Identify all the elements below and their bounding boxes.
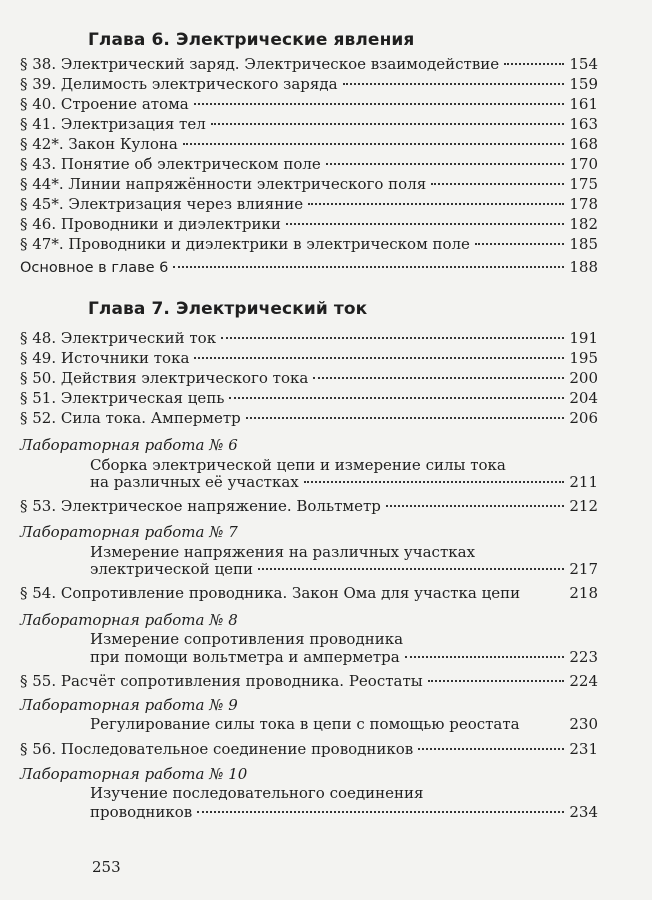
lab-10-line-1: Изучение последовательного соединения bbox=[90, 784, 424, 802]
leader-dots bbox=[229, 397, 564, 399]
leader-dots bbox=[304, 481, 565, 483]
entry-page: 218 bbox=[569, 584, 598, 602]
toc-entry-38[interactable] bbox=[20, 55, 598, 73]
entry-page: 211 bbox=[569, 473, 598, 491]
toc-entry-55[interactable] bbox=[20, 672, 598, 690]
entry-page: 154 bbox=[569, 55, 598, 73]
toc-entry-56[interactable] bbox=[20, 740, 598, 758]
toc-entry-lab-10[interactable] bbox=[90, 803, 598, 821]
toc-entry-50[interactable] bbox=[20, 369, 598, 387]
entry-label: § 39. Делимость электрического заряда bbox=[20, 75, 338, 93]
entry-page: 163 bbox=[569, 115, 598, 133]
entry-page: 217 bbox=[569, 560, 598, 578]
lab-6-title: Лабораторная работа № 6 bbox=[20, 436, 238, 454]
entry-page: 234 bbox=[569, 803, 598, 821]
entry-page: 200 bbox=[569, 369, 598, 387]
leader-dots bbox=[475, 243, 564, 245]
toc-entry-53[interactable] bbox=[20, 497, 598, 515]
leader-dots bbox=[258, 568, 564, 570]
toc-entry-lab-7[interactable] bbox=[90, 560, 598, 578]
entry-label: § 47*. Проводники и диэлектрики в электрическом поле bbox=[20, 235, 470, 253]
leader-dots bbox=[343, 83, 565, 85]
leader-dots bbox=[313, 377, 564, 379]
entry-label: проводников bbox=[90, 803, 193, 821]
chapter-6-title: Глава 6. Электрические явления bbox=[88, 30, 415, 50]
entry-page: 168 bbox=[569, 135, 598, 153]
entry-label: § 41. Электризация тел bbox=[20, 115, 206, 133]
entry-label: § 46. Проводники и диэлектрики bbox=[20, 215, 281, 233]
lab-7-title: Лабораторная работа № 7 bbox=[20, 523, 238, 541]
lab-8-line-1: Измерение сопротивления проводника bbox=[90, 630, 404, 648]
entry-label: § 44*. Линии напряжённости электрического поля bbox=[20, 175, 427, 193]
toc-entry-lab-9[interactable] bbox=[90, 715, 598, 733]
entry-label: Регулирование силы тока в цепи с помощью реостата bbox=[90, 715, 520, 733]
entry-page: 212 bbox=[569, 497, 598, 515]
leader-dots bbox=[431, 183, 564, 185]
entry-label: электрической цепи bbox=[90, 560, 253, 578]
toc-entry-52[interactable] bbox=[20, 409, 598, 427]
leader-dots bbox=[194, 103, 565, 105]
entry-label: § 55. Расчёт сопротивления проводника. Реостаты bbox=[20, 672, 423, 690]
entry-page: 175 bbox=[569, 175, 598, 193]
leader-dots bbox=[221, 337, 564, 339]
entry-label: при помощи вольтметра и амперметра bbox=[90, 648, 400, 666]
entry-label: § 43. Понятие об электрическом поле bbox=[20, 155, 321, 173]
toc-entry-48[interactable] bbox=[20, 329, 598, 347]
leader-dots bbox=[405, 656, 565, 658]
toc-entry-46[interactable] bbox=[20, 215, 598, 233]
toc-entry-44[interactable] bbox=[20, 175, 598, 193]
entry-label: § 54. Сопротивление проводника. Закон Ома для участка цепи bbox=[20, 584, 521, 602]
toc-entry-54[interactable] bbox=[20, 584, 598, 602]
entry-page: 231 bbox=[569, 740, 598, 758]
entry-label: § 38. Электрический заряд. Электрическое взаимодействие bbox=[20, 55, 500, 73]
entry-page: 182 bbox=[569, 215, 598, 233]
leader-dots bbox=[308, 203, 564, 205]
leader-dots bbox=[386, 505, 564, 507]
entry-label: § 40. Строение атома bbox=[20, 95, 189, 113]
entry-page: 188 bbox=[569, 258, 598, 276]
entry-page: 170 bbox=[569, 155, 598, 173]
entry-page: 195 bbox=[569, 349, 598, 367]
entry-page: 204 bbox=[569, 389, 598, 407]
chapter-7-title: Глава 7. Электрический ток bbox=[88, 299, 368, 319]
leader-dots bbox=[428, 680, 565, 682]
toc-entry-40[interactable] bbox=[20, 95, 598, 113]
entry-label: § 48. Электрический ток bbox=[20, 329, 217, 347]
leader-dots bbox=[246, 417, 565, 419]
entry-label: Основное в главе 6 bbox=[20, 260, 169, 276]
entry-label: § 51. Электрическая цепь bbox=[20, 389, 225, 407]
lab-9-title: Лабораторная работа № 9 bbox=[20, 696, 238, 714]
entry-label: на различных её участках bbox=[90, 473, 299, 491]
entry-label: § 56. Последовательное соединение проводников bbox=[20, 740, 414, 758]
entry-label: § 50. Действия электрического тока bbox=[20, 369, 309, 387]
leader-dots bbox=[326, 163, 565, 165]
entry-label: § 42*. Закон Кулона bbox=[20, 135, 178, 153]
entry-page: 159 bbox=[569, 75, 598, 93]
entry-label: § 45*. Электризация через влияние bbox=[20, 195, 304, 213]
leader-dots bbox=[173, 266, 564, 268]
toc-entry-42[interactable] bbox=[20, 135, 598, 153]
page-number: 253 bbox=[92, 858, 121, 876]
entry-page: 206 bbox=[569, 409, 598, 427]
leader-dots bbox=[194, 357, 564, 359]
leader-dots bbox=[197, 811, 564, 813]
toc-entry-47[interactable] bbox=[20, 235, 598, 253]
entry-page: 178 bbox=[569, 195, 598, 213]
leader-dots bbox=[183, 143, 565, 145]
leader-dots bbox=[286, 223, 564, 225]
entry-page: 223 bbox=[569, 648, 598, 666]
leader-dots bbox=[504, 63, 564, 65]
entry-page: 230 bbox=[569, 715, 598, 733]
entry-page: 161 bbox=[569, 95, 598, 113]
lab-10-title: Лабораторная работа № 10 bbox=[20, 765, 248, 783]
toc-entry-lab-6[interactable] bbox=[90, 473, 598, 491]
entry-label: § 49. Источники тока bbox=[20, 349, 190, 367]
toc-entry-39[interactable] bbox=[20, 75, 598, 93]
entry-page: 224 bbox=[569, 672, 598, 690]
toc-entry-lab-8[interactable] bbox=[90, 648, 598, 666]
entry-label: § 52. Сила тока. Амперметр bbox=[20, 409, 241, 427]
toc-entry-43[interactable] bbox=[20, 155, 598, 173]
leader-dots bbox=[418, 748, 564, 750]
entry-label: § 53. Электрическое напряжение. Вольтметр bbox=[20, 497, 381, 515]
toc-entry-49[interactable] bbox=[20, 349, 598, 367]
lab-8-title: Лабораторная работа № 8 bbox=[20, 611, 238, 629]
toc-entry-51[interactable] bbox=[20, 389, 598, 407]
toc-entry-45[interactable] bbox=[20, 195, 598, 213]
toc-entry-summary-6[interactable] bbox=[20, 258, 598, 277]
lab-6-line-1: Сборка электрической цепи и измерение силы тока bbox=[90, 456, 506, 474]
leader-dots bbox=[211, 123, 565, 125]
toc-entry-41[interactable] bbox=[20, 115, 598, 133]
entry-page: 191 bbox=[569, 329, 598, 347]
lab-7-line-1: Измерение напряжения на различных участках bbox=[90, 543, 476, 561]
entry-page: 185 bbox=[569, 235, 598, 253]
